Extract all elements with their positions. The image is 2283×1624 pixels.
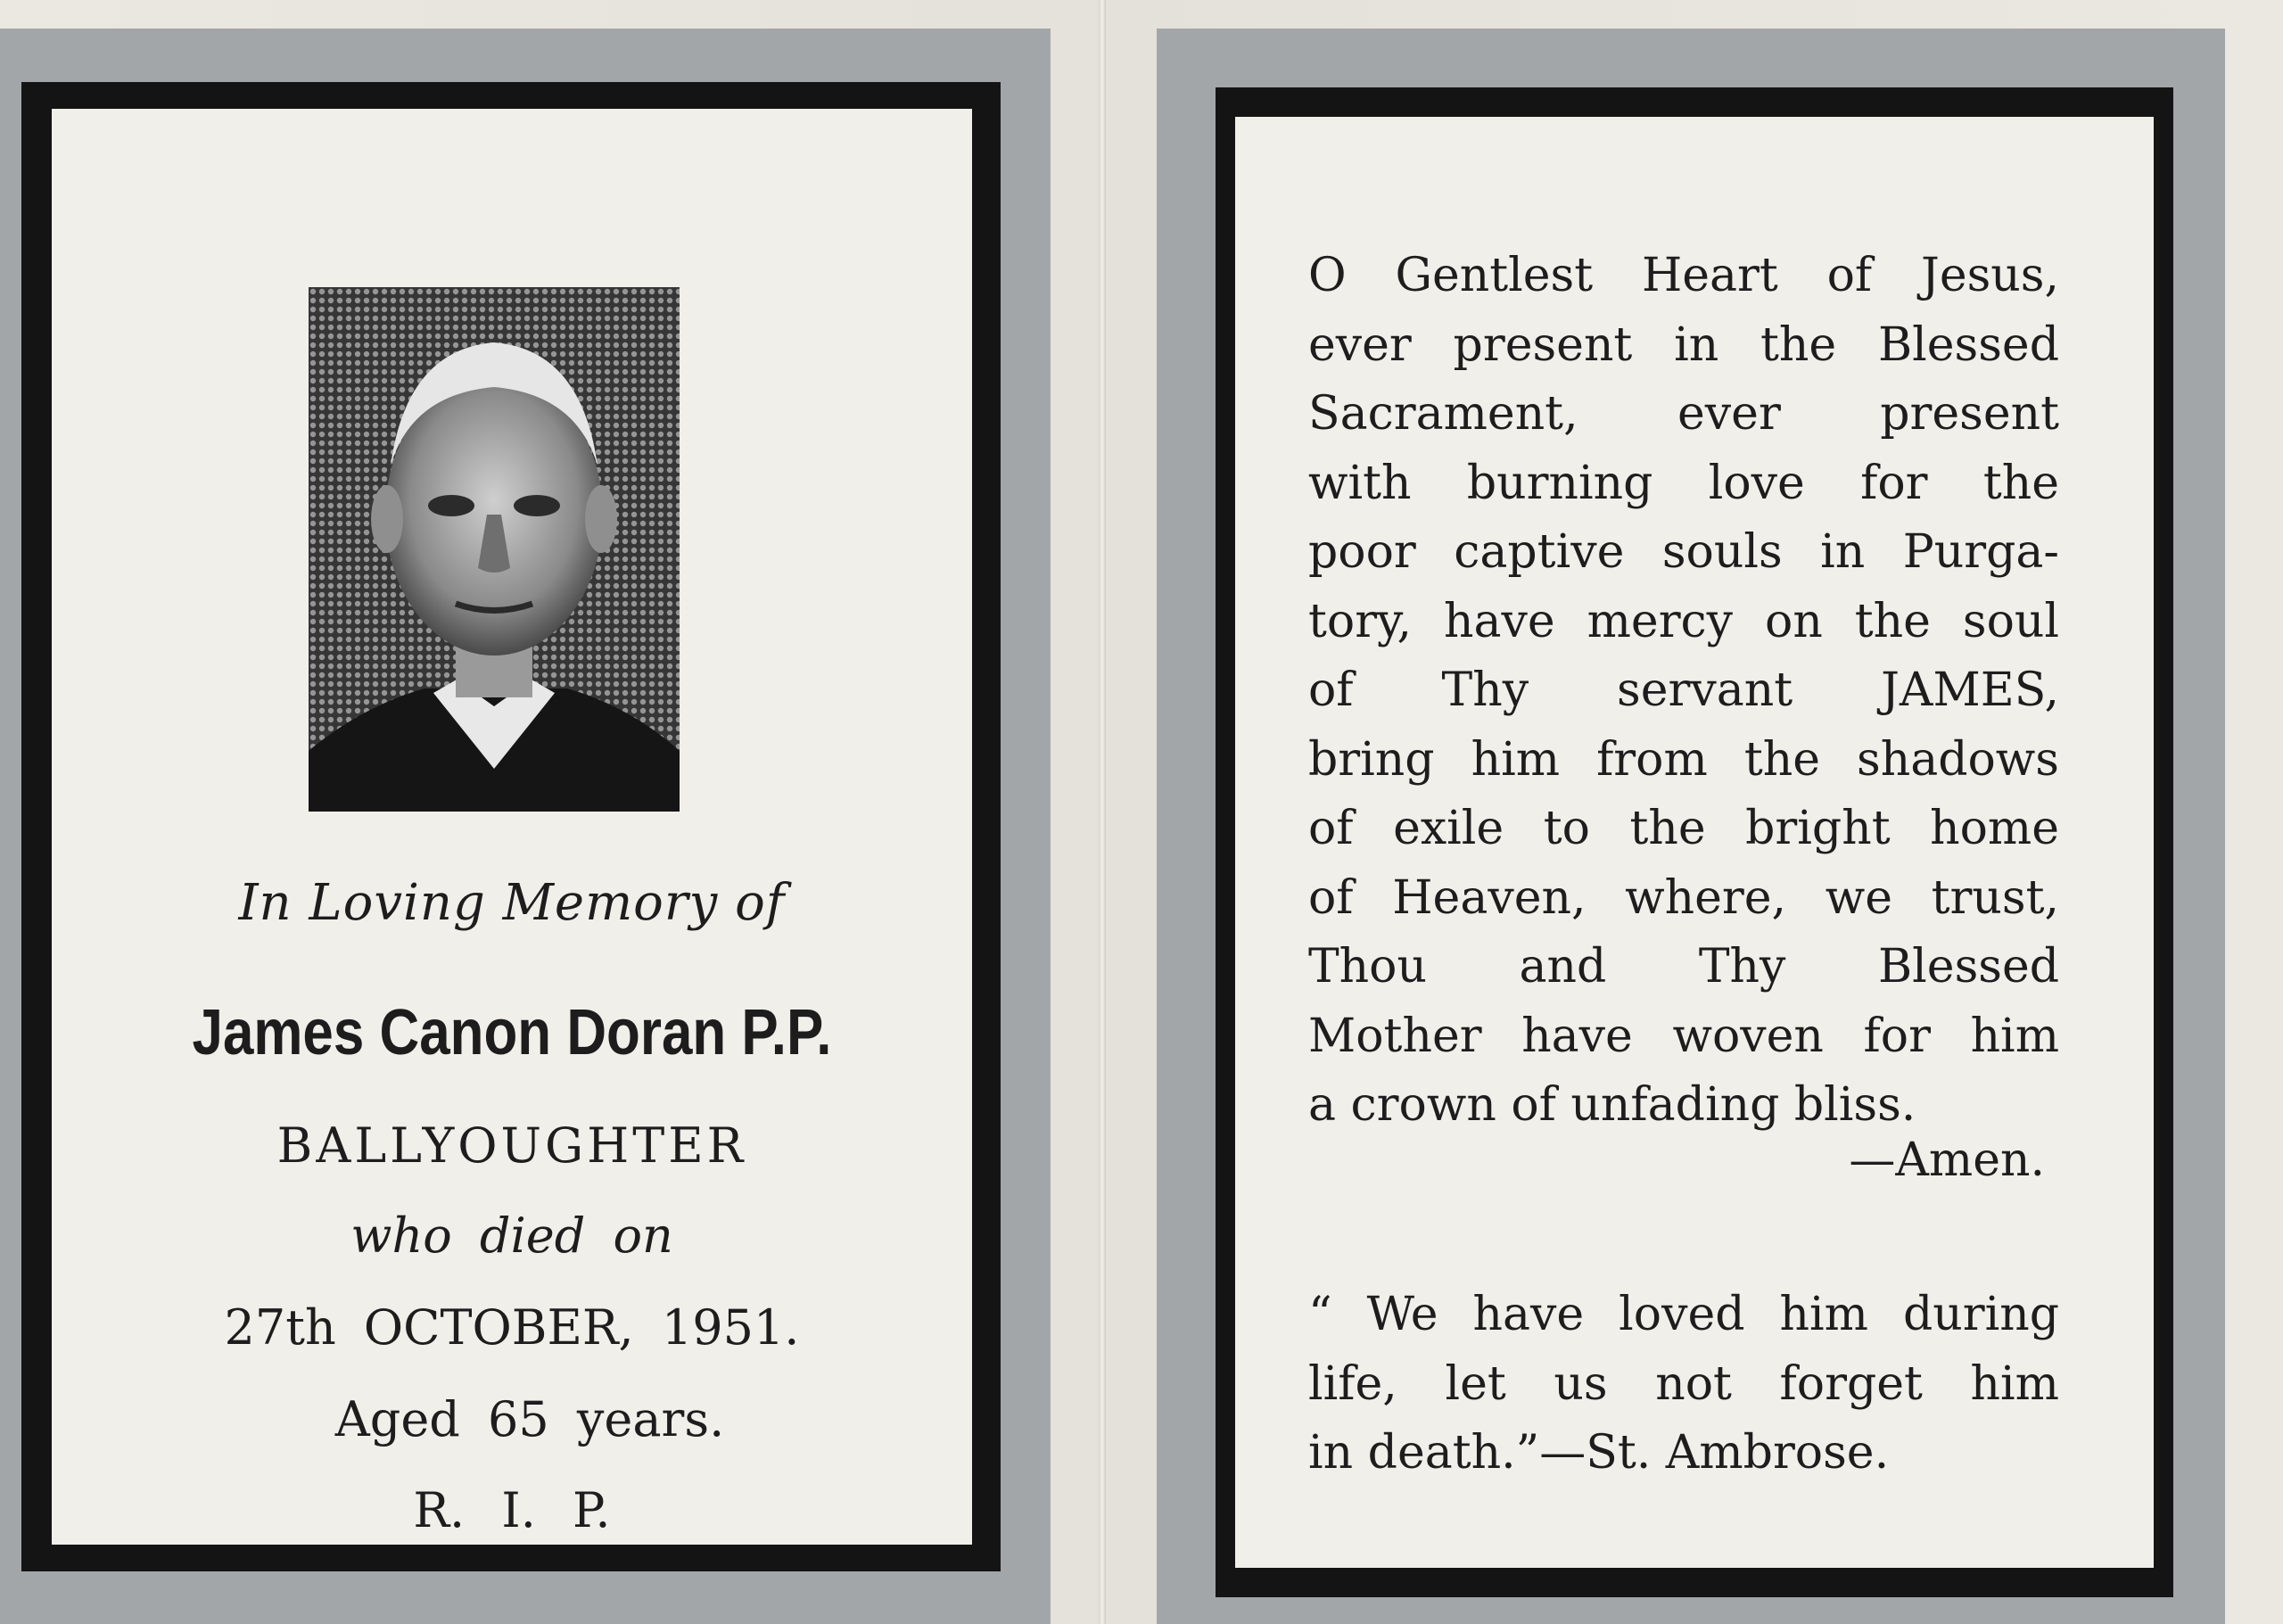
right-panel-frame <box>1157 29 2225 1624</box>
left-panel-frame <box>0 29 1051 1624</box>
prayer-line: with burning love for the <box>1308 456 2059 510</box>
prayer-line: poor captive souls in Purga- <box>1308 525 2059 579</box>
prayer-line: tory, have mercy on the soul <box>1308 594 2059 648</box>
quote-line: life, let us not forget him <box>1308 1356 2059 1411</box>
in-loving-memory: In Loving Memory of <box>238 874 786 932</box>
portrait-photo <box>309 287 680 812</box>
age-at-death: Aged 65 years. <box>334 1391 725 1447</box>
date-of-death: 27th OCTOBER, 1951. <box>224 1299 800 1356</box>
card-fold <box>1099 0 1106 1624</box>
prayer-text <box>1308 242 2059 1141</box>
ambrose-quote <box>1308 1281 2059 1488</box>
deceased-name: James Canon Doran P.P. <box>192 997 832 1068</box>
prayer-line: O Gentlest Heart of Jesus, <box>1308 249 2059 302</box>
right-panel-border <box>1216 87 2173 1597</box>
right-card <box>1235 117 2154 1568</box>
left-panel-border <box>21 82 1001 1571</box>
prayer-line: Thou and Thy Blessed <box>1308 940 2059 993</box>
prayer-line: bring him from the shadows <box>1308 732 2059 787</box>
prayer-line: Mother have woven for him <box>1308 1009 2059 1063</box>
left-card <box>52 109 972 1545</box>
quote-line: “ We have loved him during <box>1308 1288 2059 1341</box>
prayer-line: of Thy servant JAMES, <box>1308 664 2059 717</box>
parish-name: BALLYOUGHTER <box>276 1117 747 1174</box>
prayer-line: Sacrament, ever present <box>1308 387 2059 441</box>
quote-line: in death.”—St. Ambrose. <box>1308 1426 1890 1480</box>
died-label: who died on <box>350 1208 673 1264</box>
prayer-line: of exile to the bright home <box>1308 802 2059 855</box>
rip: R. I. P. <box>413 1482 611 1538</box>
amen: —Amen. <box>1849 1134 2045 1187</box>
prayer-line: of Heaven, where, we trust, <box>1308 870 2059 925</box>
prayer-line: ever present in the Blessed <box>1308 317 2059 372</box>
prayer-line: a crown of unfading bliss. <box>1308 1078 1916 1132</box>
